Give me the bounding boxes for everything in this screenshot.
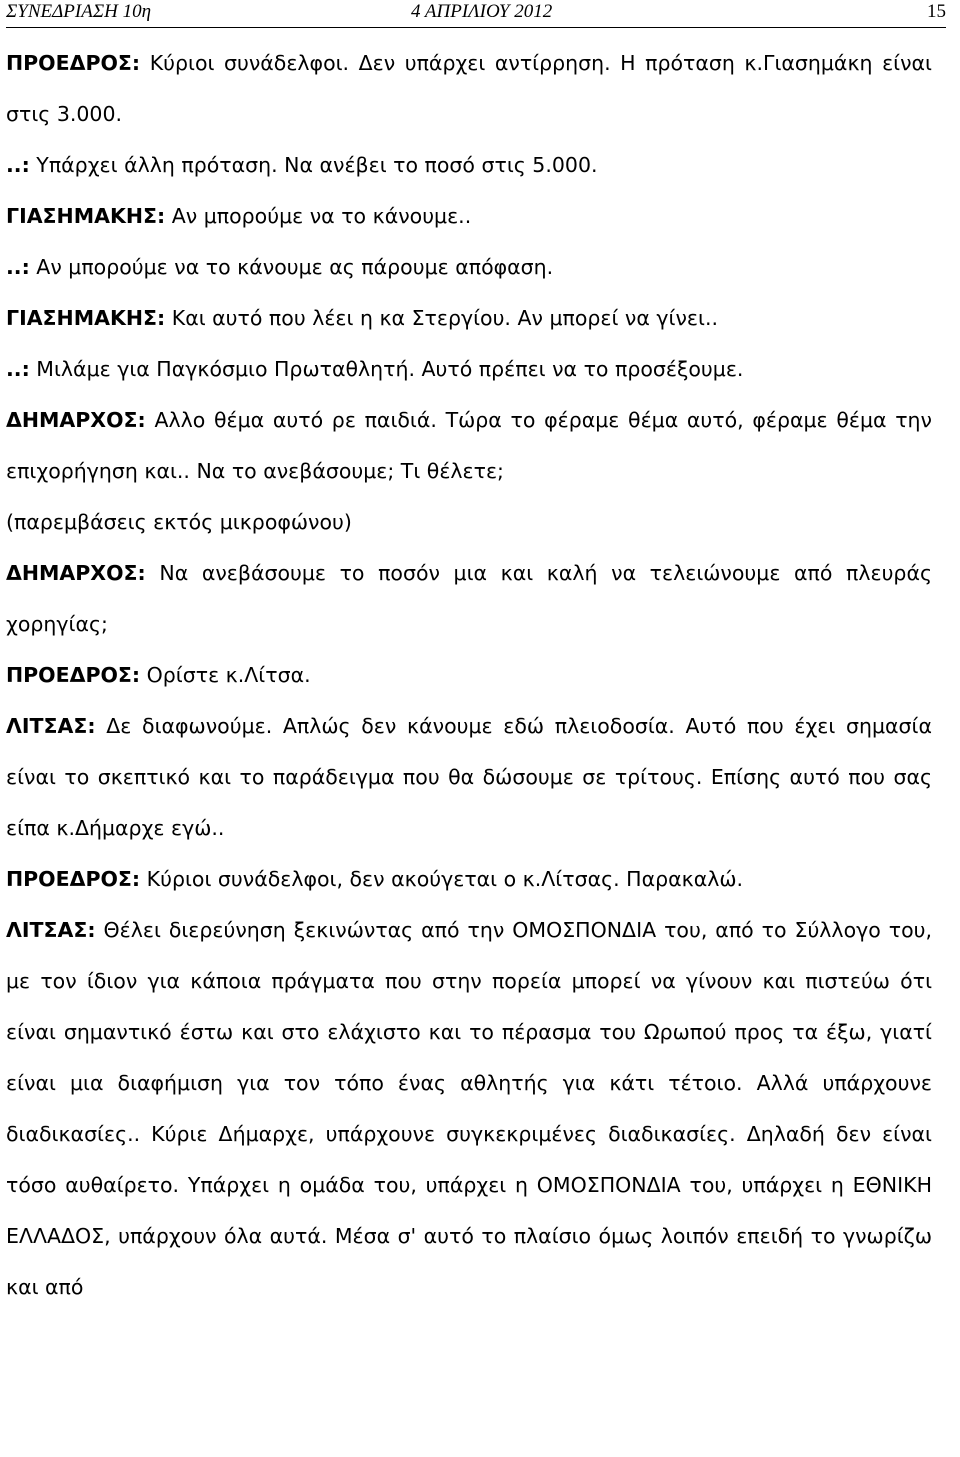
page-header bbox=[6, 0, 946, 24]
paragraph-9 bbox=[6, 548, 932, 650]
speaker-label: ..: bbox=[6, 255, 30, 279]
paragraph-13 bbox=[6, 905, 932, 1313]
speaker-label: ΓΙΑΣΗΜΑΚΗΣ: bbox=[6, 306, 166, 330]
paragraph-text: Θέλει διερεύνηση ξεκινώντας από την ΟΜΟΣΠΟΝΔΙΑ του, από το Σύλλογο του, με τον ίδιον για κάποια πράγματα που στην πορεία μπορεί να γίνουν και πιστεύω ότι είναι σημαντικό έστω και στο ελάχιστο και το πέρασμα του Ωρωπού προς τα έξω, γιατί είναι μια διαφήμιση για τον τόπο ένας αθλητής για κάτι τέτοιο. Αλλά υπάρχουνε διαδικασίες.. Κύριε Δήμαρχε, υπάρχουνε συγκεκριμένες διαδικασίες. Δηλαδή δεν είναι τόσο αυθαίρετο. Υπάρχει η ομάδα του, υπάρχει η ΟΜΟΣΠΟΝΔΙΑ του, υπάρχει η ΕΘΝΙΚΗ ΕΛΛΑΔΟΣ, υπάρχουν όλα αυτά. Μέσα σ' αυτό το πλαίσιο όμως λοιπόν επειδή το γνωρίζω και από bbox=[6, 918, 932, 1299]
speaker-label: ΓΙΑΣΗΜΑΚΗΣ: bbox=[6, 204, 166, 228]
paragraph-text: Να ανεβάσουμε το ποσόν μια και καλή να τελειώνουμε από πλευράς χορηγίας; bbox=[6, 561, 932, 636]
paragraph-text: Αν μπορούμε να το κάνουμε ας πάρουμε απόφαση. bbox=[29, 255, 554, 279]
speaker-label: ΛΙΤΣΑΣ: bbox=[6, 714, 96, 738]
speaker-label: ΔΗΜΑΡΧΟΣ: bbox=[6, 561, 146, 585]
paragraph-text: Δε διαφωνούμε. Απλώς δεν κάνουμε εδώ πλειοδοσία. Αυτό που έχει σημασία είναι το σκεπτικό και το παράδειγμα που θα δώσουμε σε τρίτους. Επίσης αυτό που σας είπα κ.Δήμαρχε εγώ.. bbox=[6, 714, 932, 840]
paragraph-4 bbox=[6, 242, 932, 293]
page-number: 15 bbox=[927, 1, 946, 22]
paragraph-12 bbox=[6, 854, 932, 905]
speaker-label: ΠΡΟΕΔΡΟΣ: bbox=[6, 663, 141, 687]
speaker-label: ..: bbox=[6, 357, 30, 381]
paragraph-11 bbox=[6, 701, 932, 854]
paragraph-7 bbox=[6, 395, 932, 497]
paragraph-text: (παρεμβάσεις εκτός μικροφώνου) bbox=[6, 510, 352, 534]
paragraph-10 bbox=[6, 650, 932, 701]
speaker-label: ΔΗΜΑΡΧΟΣ: bbox=[6, 408, 146, 432]
speaker-label: ΠΡΟΕΔΡΟΣ: bbox=[6, 867, 141, 891]
minutes-body bbox=[6, 38, 932, 1313]
speaker-label: ΠΡΟΕΔΡΟΣ: bbox=[6, 51, 141, 75]
paragraph-text: Μιλάμε για Παγκόσμιο Πρωταθλητή. Αυτό πρέπει να το προσέξουμε. bbox=[29, 357, 744, 381]
paragraph-text: Αν μπορούμε να το κάνουμε.. bbox=[165, 204, 472, 228]
paragraph-8 bbox=[6, 497, 932, 548]
paragraph-3 bbox=[6, 191, 932, 242]
paragraph-5 bbox=[6, 293, 932, 344]
paragraph-1 bbox=[6, 38, 932, 140]
paragraph-text: Ορίστε κ.Λίτσα. bbox=[140, 663, 311, 687]
session-label: ΣΥΝΕΔΡΙΑΣΗ 10η bbox=[6, 1, 152, 22]
session-date: 4 ΑΠΡΙΛΙΟΥ 2012 bbox=[411, 1, 553, 22]
paragraph-text: Κύριοι συνάδελφοι, δεν ακούγεται ο κ.Λίτσας. Παρακαλώ. bbox=[140, 867, 744, 891]
speaker-label: ΛΙΤΣΑΣ: bbox=[6, 918, 96, 942]
paragraph-text: Υπάρχει άλλη πρόταση. Να ανέβει το ποσό στις 5.000. bbox=[29, 153, 598, 177]
paragraph-6 bbox=[6, 344, 932, 395]
header-divider bbox=[6, 27, 946, 28]
paragraph-text: Κύριοι συνάδελφοι. Δεν υπάρχει αντίρρηση. Η πρόταση κ.Γιασημάκη είναι στις 3.000. bbox=[6, 51, 932, 126]
paragraph-2 bbox=[6, 140, 932, 191]
speaker-label: ..: bbox=[6, 153, 30, 177]
paragraph-text: Και αυτό που λέει η κα Στεργίου. Αν μπορεί να γίνει.. bbox=[165, 306, 718, 330]
paragraph-text: Αλλο θέμα αυτό ρε παιδιά. Τώρα το φέραμε θέμα αυτό, φέραμε θέμα την επιχορήγηση και.. Να το ανεβάσουμε; Τι θέλετε; bbox=[6, 408, 932, 483]
